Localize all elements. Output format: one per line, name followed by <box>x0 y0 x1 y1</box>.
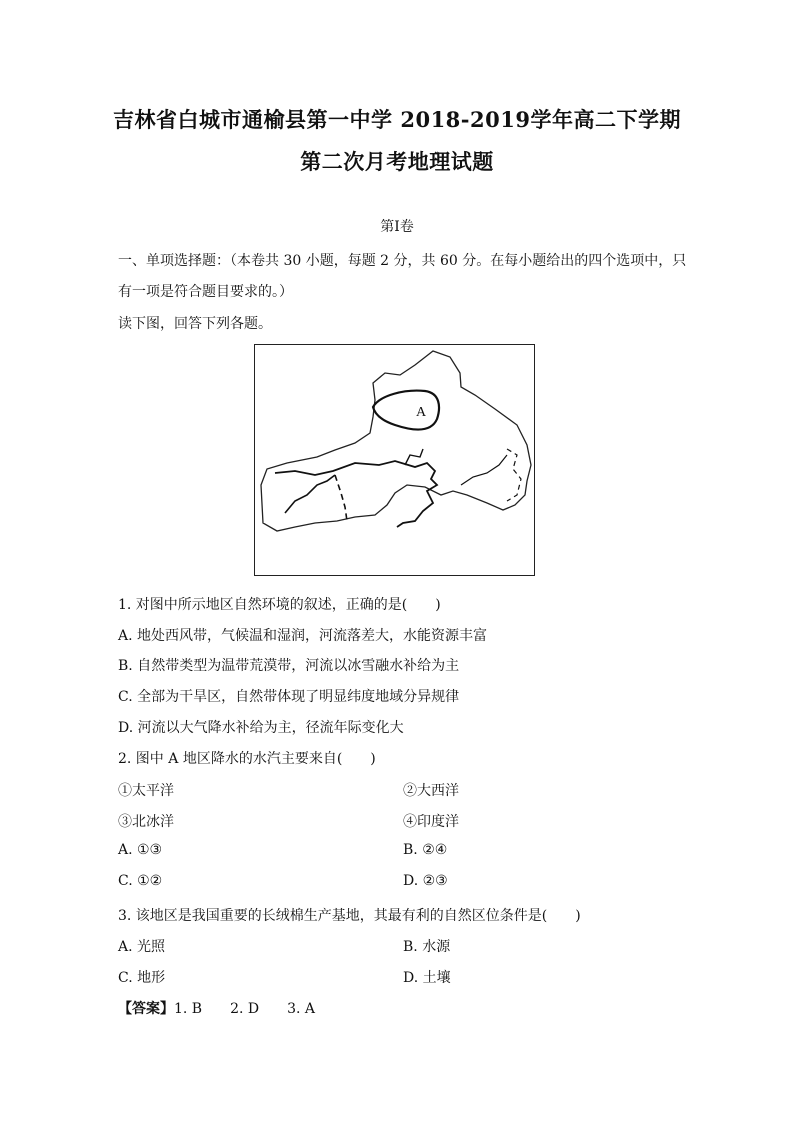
question-3-option-c[interactable]: C. 地形 <box>118 970 166 986</box>
question-2-item-1: ①太平洋 <box>118 783 174 799</box>
instruction-line1: 一、单项选择题：（本卷共 30 小题，每题 2 分，共 60 分。在每小题给出的四个选项中，只 <box>118 253 687 269</box>
river-branch-west <box>285 475 335 513</box>
border-dashed-east <box>507 449 521 501</box>
question-1-option-c[interactable]: C. 全部为干旱区，自然带体现了明显纬度地域分异规律 <box>118 689 460 705</box>
region-map-figure <box>254 344 535 576</box>
lake-a-outline <box>373 391 439 430</box>
question-1-option-d[interactable]: D. 河流以大气降水补给为主，径流年际变化大 <box>118 720 404 736</box>
question-2-item-4: ④印度洋 <box>403 814 459 830</box>
document-title-line1: 吉林省白城市通榆县第一中学 2018-2019学年高二下学期 <box>113 107 681 132</box>
question-3-stem: 3. 该地区是我国重要的长绒棉生产基地，其最有利的自然区位条件是( ) <box>118 908 581 924</box>
question-2-option-d[interactable]: D. ②③ <box>403 873 448 889</box>
region-boundary <box>261 351 531 531</box>
section-label: 第Ⅰ卷 <box>380 219 414 235</box>
question-2-option-a[interactable]: A. ①③ <box>118 842 163 858</box>
question-2-item-2: ②大西洋 <box>403 783 459 799</box>
map-label-a: A <box>416 405 427 420</box>
question-2-option-b[interactable]: B. ②④ <box>403 842 448 858</box>
instruction-line2: 有一项是符合题目要求的。） <box>118 284 293 300</box>
question-3-option-d[interactable]: D. 土壤 <box>403 970 451 986</box>
document-title-line2: 第二次月考地理试题 <box>300 149 494 174</box>
river-branch-north <box>405 449 423 465</box>
figure-intro: 读下图，回答下列各题。 <box>118 316 272 332</box>
river-east <box>461 455 507 485</box>
question-2-option-c[interactable]: C. ①② <box>118 873 163 889</box>
question-2-item-3: ③北冰洋 <box>118 814 174 830</box>
region-map-svg <box>255 345 536 577</box>
question-3-option-a[interactable]: A. 光照 <box>118 939 166 955</box>
answer-line <box>118 998 315 1018</box>
answer-key-label: 【答案】 <box>118 1001 174 1017</box>
answer-values: 1. B 2. D 3. A <box>174 1001 316 1017</box>
question-1-option-b[interactable]: B. 自然带类型为温带荒漠带，河流以冰雪融水补给为主 <box>118 658 460 674</box>
question-1-option-a[interactable]: A. 地处西风带，气候温和湿润，河流落差大，水能资源丰富 <box>118 628 488 644</box>
question-1-stem: 1. 对图中所示地区自然环境的叙述，正确的是( ) <box>118 597 441 613</box>
question-2-stem: 2. 图中 A 地区降水的水汽主要来自( ) <box>118 751 376 767</box>
question-3-option-b[interactable]: B. 水源 <box>403 939 451 955</box>
border-dashed-west <box>335 475 347 521</box>
